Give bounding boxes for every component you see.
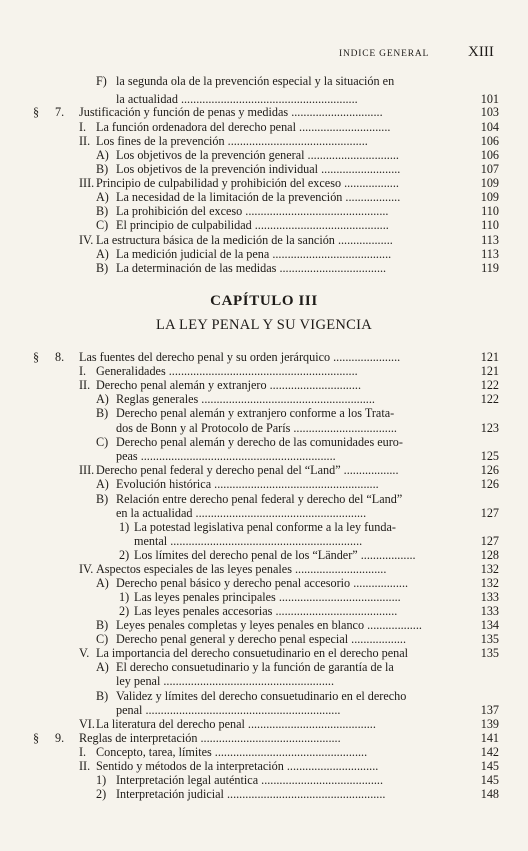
toc-entry-number: IV. (79, 562, 94, 576)
toc-entry-page: 110 (481, 204, 499, 218)
toc-entry-number: 2) (96, 787, 107, 801)
toc-entry-title: en la actualidad ........................................................ (116, 506, 367, 520)
toc-entry-page: 110 (481, 218, 499, 232)
toc-entry (0, 689, 528, 703)
toc-entry-number: B) (96, 406, 109, 420)
toc-entry (0, 162, 528, 176)
toc-entry (0, 134, 528, 148)
toc-entry (0, 261, 528, 275)
toc-entry-page: 141 (480, 731, 499, 745)
toc-entry-title: La medición judicial de la pena ....................................... (116, 247, 392, 261)
toc-entry-page: 135 (480, 632, 499, 646)
toc-entry-number: B) (96, 492, 109, 506)
toc-entry (0, 218, 528, 232)
toc-entry-title: La función ordenadora del derecho penal .............................. (96, 120, 391, 134)
toc-entry-number: F) (96, 74, 107, 88)
toc-entry (0, 548, 528, 562)
toc-entry-page: 119 (481, 261, 499, 275)
toc-entry-number: B) (96, 162, 109, 176)
toc-entry (0, 674, 528, 688)
toc-entry (0, 148, 528, 162)
toc-entry-title: Los fines de la prevención .............................................. (96, 134, 368, 148)
toc-entry-title: Derecho penal básico y derecho penal accesorio .................. (116, 576, 409, 590)
toc-entry-number: A) (96, 660, 109, 674)
toc-entry-page: 133 (480, 604, 499, 618)
toc-entry-number: I. (79, 120, 87, 134)
toc-entry (0, 176, 528, 190)
toc-entry-page: 142 (480, 745, 499, 759)
toc-entry-number: 7. (55, 105, 65, 119)
toc-entry-page: 145 (480, 759, 499, 773)
toc-entry (0, 717, 528, 731)
toc-entry-page: 109 (480, 176, 499, 190)
toc-entry-title: El derecho consuetudinario y la función de garantía de la (116, 660, 394, 674)
section-sign: § (33, 350, 40, 364)
toc-entry-number: A) (96, 247, 109, 261)
toc-entry-title: Principio de culpabilidad y prohibición del exceso .................. (96, 176, 399, 190)
toc-entry-title: La prohibición del exceso ............................................... (116, 204, 389, 218)
toc-entry-title: La importancia del derecho consuetudinario en el derecho penal (96, 646, 408, 660)
toc-entry-page: 137 (480, 703, 499, 717)
toc-entry (0, 773, 528, 787)
toc-entry-number: B) (96, 204, 109, 218)
toc-entry (0, 703, 528, 717)
toc-entry (0, 787, 528, 801)
toc-entry (0, 233, 528, 247)
toc-entry-title: El principio de culpabilidad ............................................ (116, 218, 389, 232)
toc-entry-number: 1) (96, 773, 107, 787)
toc-entry-title: la segunda ola de la prevención especial y la situación en (116, 74, 395, 88)
toc-entry-number: 1) (119, 520, 130, 534)
toc-entry-page: 135 (480, 646, 499, 660)
toc-entry-title: Derecho penal general y derecho penal especial .................. (116, 632, 407, 646)
toc-entry (0, 449, 528, 463)
toc-entry-title: Los objetivos de la prevención individual .......................... (116, 162, 401, 176)
toc-entry-title: Interpretación judicial .................................................... (116, 787, 386, 801)
chapter-title: LA LEY PENAL Y SU VIGENCIA (155, 317, 373, 333)
toc-entry (0, 660, 528, 674)
toc-entry-title: la actualidad .......................................................... (116, 92, 358, 106)
toc-entry (0, 204, 528, 218)
toc-entry-page: 127 (480, 506, 499, 520)
toc-entry-page: 107 (480, 162, 499, 176)
toc-entry-page: 127 (480, 534, 499, 548)
toc-entry-number: A) (96, 190, 109, 204)
toc-entry-number: 2) (119, 604, 130, 618)
toc-entry (0, 105, 528, 119)
toc-entry-number: II. (79, 134, 91, 148)
toc-entry-title: ley penal ........................................................ (116, 674, 335, 688)
toc-entry-page: 125 (480, 449, 499, 463)
toc-entry (0, 759, 528, 773)
toc-entry-page: 121 (480, 364, 499, 378)
toc-entry-page: 121 (480, 350, 499, 364)
toc-entry (0, 604, 528, 618)
toc-entry-number: C) (96, 435, 109, 449)
toc-entry-page: 139 (480, 717, 499, 731)
toc-entry (0, 576, 528, 590)
toc-entry (0, 364, 528, 378)
toc-entry-title: Leyes penales completas y leyes penales en blanco .................. (116, 618, 422, 632)
toc-entry-number: A) (96, 392, 109, 406)
toc-entry-title: Sentido y métodos de la interpretación .............................. (96, 759, 379, 773)
toc-entry (0, 506, 528, 520)
toc-entry-title: Interpretación legal auténtica ........................................ (116, 773, 384, 787)
toc-entry (0, 120, 528, 134)
toc-entry-title: mental ............................................................... (134, 534, 363, 548)
toc-entry-title: La literatura del derecho penal .......................................... (96, 717, 376, 731)
toc-entry-title: Concepto, tarea, límites .................................................. (96, 745, 368, 759)
toc-entry-number: III. (79, 463, 95, 477)
toc-entry-page: 123 (480, 421, 499, 435)
toc-entry-page: 101 (480, 92, 499, 106)
toc-entry-page: 122 (480, 392, 499, 406)
toc-entry-page: 106 (480, 134, 499, 148)
toc-entry-number: II. (79, 378, 91, 392)
toc-entry-title: Aspectos especiales de las leyes penales .............................. (96, 562, 387, 576)
toc-entry-number: A) (96, 576, 109, 590)
section-sign: § (33, 105, 40, 119)
toc-entry-title: Reglas generales ......................................................... (116, 392, 375, 406)
toc-entry-title: peas ................................................................ (116, 449, 336, 463)
toc-entry-title: La determinación de las medidas ................................... (116, 261, 387, 275)
toc-entry-page: 104 (480, 120, 499, 134)
toc-entry-number: B) (96, 618, 109, 632)
toc-entry-page: 132 (480, 576, 499, 590)
toc-entry (0, 463, 528, 477)
toc-entry-title: Justificación y función de penas y medidas .............................. (79, 105, 383, 119)
toc-entry (0, 534, 528, 548)
toc-entry (0, 520, 528, 534)
toc-entry-number: 1) (119, 590, 130, 604)
toc-entry-title: Derecho penal federal y derecho penal del “Land” .................. (96, 463, 399, 477)
toc-entry (0, 646, 528, 660)
toc-entry-number: 8. (55, 350, 65, 364)
toc-entry-number: 9. (55, 731, 65, 745)
toc-entry-title: La estructura básica de la medición de la sanción .................. (96, 233, 393, 247)
toc-entry-title: La necesidad de la limitación de la prevención .................. (116, 190, 401, 204)
toc-entry (0, 477, 528, 491)
toc-entry (0, 492, 528, 506)
toc-entry-page: 103 (480, 105, 499, 119)
toc-entry-number: C) (96, 218, 109, 232)
toc-entry (0, 590, 528, 604)
toc-entry-page: 145 (480, 773, 499, 787)
toc-entry-title: Evolución histórica ...................................................... (116, 477, 379, 491)
toc-entry (0, 745, 528, 759)
toc-entry-page: 109 (480, 190, 499, 204)
toc-entry (0, 350, 528, 364)
toc-entry-title: Los objetivos de la prevención general .............................. (116, 148, 399, 162)
toc-entry-page: 134 (480, 618, 499, 632)
toc-entry-number: C) (96, 632, 109, 646)
section-sign: § (33, 731, 40, 745)
toc-entry-number: 2) (119, 548, 130, 562)
toc-entry-number: I. (79, 745, 87, 759)
toc-entry-number: A) (96, 477, 109, 491)
toc-entry (0, 406, 528, 420)
toc-entry-page: 113 (481, 247, 499, 261)
toc-entry-title: Derecho penal alemán y extranjero .............................. (96, 378, 361, 392)
toc-entry (0, 731, 528, 745)
toc-entry-page: 132 (480, 562, 499, 576)
toc-entry-number: III. (79, 176, 95, 190)
toc-entry (0, 435, 528, 449)
toc-entry-title: La potestad legislativa penal conforme a la ley funda- (134, 520, 396, 534)
toc-entry-title: Las leyes penales principales ........................................ (134, 590, 401, 604)
toc-entry (0, 74, 528, 88)
toc-entry-number: V. (79, 646, 90, 660)
toc-entry-title: Relación entre derecho penal federal y derecho del “Land” (116, 492, 403, 506)
toc-entry (0, 378, 528, 392)
toc-entry-title: dos de Bonn y al Protocolo de París .................................. (116, 421, 397, 435)
toc-entry-number: IV. (79, 233, 94, 247)
toc-entry (0, 247, 528, 261)
toc-entry-page: 122 (480, 378, 499, 392)
toc-entry-title: Los límites del derecho penal de los “Länder” .................. (134, 548, 416, 562)
toc-entry-page: 133 (480, 590, 499, 604)
toc-entry-number: B) (96, 261, 109, 275)
toc-entry-number: I. (79, 364, 87, 378)
toc-entry-page: 126 (480, 463, 499, 477)
toc-entry-title: Las fuentes del derecho penal y su orden jerárquico ...................... (79, 350, 401, 364)
chapter-label: CAPÍTULO III (210, 293, 318, 309)
toc-entry-page: 126 (480, 477, 499, 491)
toc-entry-title: Reglas de interpretación .............................................. (79, 731, 341, 745)
toc-entry-number: B) (96, 689, 109, 703)
toc-entry-title: Derecho penal alemán y extranjero conforme a los Trata- (116, 406, 395, 420)
toc-entry-page: 148 (480, 787, 499, 801)
toc-entry-title: Derecho penal alemán y derecho de las comunidades euro- (116, 435, 403, 449)
toc-entry-title: Generalidades .............................................................. (96, 364, 358, 378)
running-header-title: INDICE GENERAL (339, 49, 430, 59)
toc-entry-number: VI. (79, 717, 95, 731)
toc-entry-page: 106 (480, 148, 499, 162)
toc-entry-title: Las leyes penales accesorias ........................................ (134, 604, 398, 618)
toc-entry (0, 632, 528, 646)
toc-entry-number: II. (79, 759, 91, 773)
toc-entry (0, 562, 528, 576)
toc-entry (0, 421, 528, 435)
toc-entry-page: 113 (481, 233, 499, 247)
toc-entry-title: Validez y límites del derecho consuetudinario en el derecho (116, 689, 407, 703)
toc-entry (0, 392, 528, 406)
toc-entry-number: A) (96, 148, 109, 162)
toc-entry (0, 618, 528, 632)
toc-entry (0, 190, 528, 204)
page-number-roman: XIII (468, 44, 494, 60)
toc-entry-page: 128 (480, 548, 499, 562)
toc-entry-title: penal ................................................................ (116, 703, 341, 717)
toc-entry (0, 92, 528, 106)
